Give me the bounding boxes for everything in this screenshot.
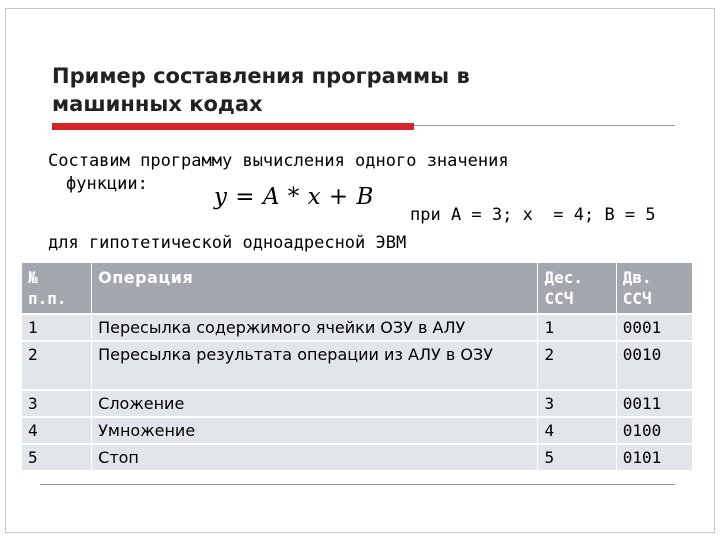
cell-binary: 0010 bbox=[616, 341, 692, 390]
slide-frame-top bbox=[5, 8, 715, 9]
cell-number: 3 bbox=[22, 390, 92, 417]
slide-frame-right bbox=[714, 8, 715, 533]
cell-number: 1 bbox=[22, 314, 92, 341]
cell-binary: 0011 bbox=[616, 390, 692, 417]
slide-frame-bottom bbox=[5, 532, 715, 533]
title-line-1: Пример составления программы в bbox=[52, 64, 470, 88]
slide-frame-left bbox=[5, 8, 6, 533]
slide-title bbox=[52, 62, 652, 118]
header-binary bbox=[616, 263, 692, 314]
intro-text-continued: функции: bbox=[66, 174, 148, 194]
cell-operation: Пересылка содержимого ячейки ОЗУ в АЛУ bbox=[92, 314, 538, 341]
cell-operation: Умножение bbox=[92, 417, 538, 444]
cell-operation: Сложение bbox=[92, 390, 538, 417]
table-row bbox=[22, 314, 692, 341]
header-decimal-line1: Дес. bbox=[544, 268, 583, 287]
header-binary-line1: Дв. bbox=[622, 268, 652, 287]
header-decimal-line2: ССЧ bbox=[544, 289, 574, 308]
header-binary-line2: ССЧ bbox=[622, 289, 652, 308]
cell-number: 4 bbox=[22, 417, 92, 444]
table-row bbox=[22, 417, 692, 444]
table-row bbox=[22, 390, 692, 417]
table-header-row bbox=[22, 263, 692, 314]
table-underline bbox=[40, 484, 675, 485]
cell-number: 2 bbox=[22, 341, 92, 390]
table-row bbox=[22, 444, 692, 471]
cell-binary: 0100 bbox=[616, 417, 692, 444]
parameter-values: при A = 3; x = 4; B = 5 bbox=[410, 205, 656, 225]
cell-operation: Стоп bbox=[92, 444, 538, 471]
cell-decimal: 1 bbox=[538, 314, 616, 341]
cell-decimal: 2 bbox=[538, 341, 616, 390]
table-row bbox=[22, 341, 692, 390]
header-number-line1: № bbox=[28, 268, 38, 287]
cell-binary: 0101 bbox=[616, 444, 692, 471]
header-number bbox=[22, 263, 92, 314]
title-line-2: машинных кодах bbox=[52, 92, 263, 116]
header-number-line2: п.п. bbox=[28, 289, 67, 308]
header-operation: Операция bbox=[92, 263, 538, 314]
cell-decimal: 4 bbox=[538, 417, 616, 444]
cell-number: 5 bbox=[22, 444, 92, 471]
cell-operation: Пересылка результата операции из АЛУ в ОЗУ bbox=[92, 341, 538, 390]
opcode-table bbox=[22, 263, 692, 472]
machine-description: для гипотетической одноадресной ЭВМ bbox=[48, 233, 407, 253]
function-formula: y = A * x + B bbox=[214, 184, 374, 210]
title-accent-bar bbox=[52, 123, 414, 130]
cell-decimal: 3 bbox=[538, 390, 616, 417]
cell-decimal: 5 bbox=[538, 444, 616, 471]
header-decimal bbox=[538, 263, 616, 314]
intro-text: Составим программу вычисления одного значения bbox=[48, 151, 509, 171]
cell-binary: 0001 bbox=[616, 314, 692, 341]
